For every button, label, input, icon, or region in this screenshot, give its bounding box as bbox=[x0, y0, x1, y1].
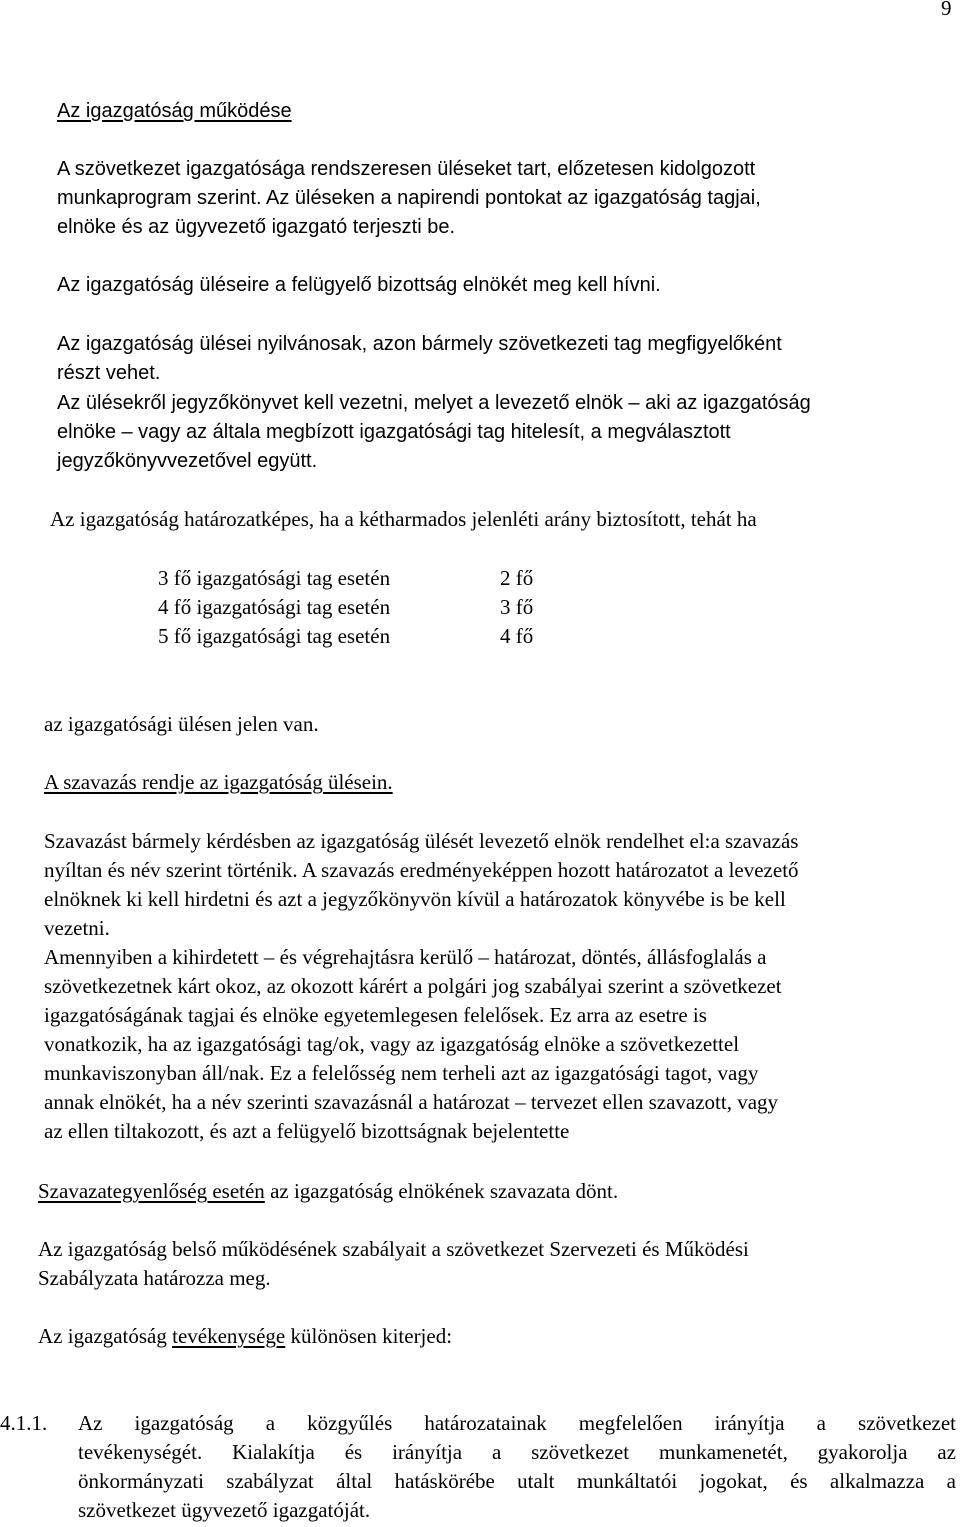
activity-underlined: tevékenysége bbox=[172, 1324, 286, 1348]
activity-post: különösen kiterjed: bbox=[285, 1324, 453, 1348]
tie-rule bbox=[38, 1177, 618, 1206]
paragraph-line: az ellen tiltakozott, és azt a felügyelő bizottságnak bejelentette bbox=[44, 1119, 570, 1143]
page-number: 9 bbox=[941, 0, 952, 20]
paragraph-line: Amennyiben a kihirdetett – és végrehajtásra kerülő – határozat, döntés, állásfoglalás a bbox=[44, 945, 767, 969]
paragraph-line: igazgatóságának tagjai és elnöke egyetemlegesen felelősek. Ez arra az esetre is bbox=[44, 1003, 707, 1027]
paragraph-line: annak elnökét, ha a név szerinti szavazásnál a határozat – tervezet ellen szavazott, vagy bbox=[44, 1090, 779, 1114]
paragraph-line: elnöknek ki kell hirdetni és azt a jegyzőkönyvön kívül a határozatok könyvébe is be kell bbox=[44, 887, 786, 911]
paragraph-line: A szövetkezet igazgatósága rendszeresen üléseket tart, előzetesen kidolgozott bbox=[57, 158, 756, 180]
paragraph-line: elnöke – vagy az általa megbízott igazgatósági tag hitelesít, a megválasztott bbox=[57, 421, 731, 443]
paragraph-line: jegyzőkönyvvezetővel együtt. bbox=[57, 450, 318, 472]
paragraph-line: elnöke és az ügyvezető igazgató terjeszti be. bbox=[57, 216, 456, 238]
paragraph-line: vonatkozik, ha az igazgatósági tag/ok, vagy az igazgatóság elnöke a szövetkezettel bbox=[44, 1032, 740, 1056]
item-line: szövetkezet ügyvezető igazgatóját. bbox=[78, 1498, 371, 1522]
quorum-present: 3 fő bbox=[500, 595, 534, 619]
item-line: önkormányzati szabályzat által hatáskörébe utalt munkáltatói jogokat, és alkalmazza a bbox=[78, 1469, 956, 1493]
item-line: Az igazgatóság a közgyűlés határozatainak megfelelően irányítja a szövetkezet bbox=[78, 1411, 956, 1435]
paragraph-line: nyíltan és név szerint történik. A szavazás eredményeképpen hozott határozatot a levezető bbox=[44, 858, 799, 882]
paragraph-line: munkaviszonyban áll/nak. Ez a felelősség nem terheli azt az igazgatósági tagot, vagy bbox=[44, 1061, 759, 1085]
quorum-present: 4 fő bbox=[500, 624, 534, 648]
paragraph-line: munkaprogram szerint. Az üléseken a napirendi pontokat az igazgatóság tagjai, bbox=[57, 187, 761, 209]
paragraph-line: részt vehet. bbox=[57, 362, 161, 384]
quorum-intro: Az igazgatóság határozatképes, ha a kétharmados jelenléti arány biztosított, tehát ha bbox=[50, 507, 757, 531]
quorum-members: 3 fő igazgatósági tag esetén bbox=[158, 566, 391, 590]
item-line: tevékenységét. Kialakítja és irányítja a szövetkezet munkamenetét, gyakorolja az bbox=[78, 1440, 956, 1464]
quorum-members: 5 fő igazgatósági tag esetén bbox=[158, 624, 391, 648]
quorum-outro: az igazgatósági ülésen jelen van. bbox=[44, 712, 319, 736]
activity-pre: Az igazgatóság bbox=[38, 1324, 173, 1348]
paragraph-line: Az igazgatóság ülései nyilvánosak, azon bármely szövetkezeti tag megfigyelőként bbox=[57, 333, 782, 355]
paragraph-line: Az igazgatóság üléseire a felügyelő bizottság elnökét meg kell hívni. bbox=[57, 274, 661, 296]
quorum-members: 4 fő igazgatósági tag esetén bbox=[158, 595, 391, 619]
activity-intro bbox=[38, 1322, 452, 1351]
paragraph-line: vezetni. bbox=[44, 916, 110, 940]
item-number: 4.1.1. bbox=[0, 1411, 48, 1435]
paragraph-line: Szavazást bármely kérdésben az igazgatóság ülését levezető elnök rendelhet el:a szavazás bbox=[44, 829, 799, 853]
section-heading-operation: Az igazgatóság működése bbox=[57, 100, 292, 122]
tie-rule-text: az igazgatóság elnökének szavazata dönt. bbox=[264, 1179, 619, 1203]
paragraph-line: Szabályzata határozza meg. bbox=[38, 1266, 271, 1290]
quorum-present: 2 fő bbox=[500, 566, 534, 590]
tie-rule-underlined: Szavazategyenlőség esetén bbox=[38, 1179, 265, 1203]
paragraph-line: Az igazgatóság belső működésének szabályait a szövetkezet Szervezeti és Működési bbox=[38, 1237, 749, 1261]
paragraph-line: Az ülésekről jegyzőkönyvet kell vezetni, melyet a levezető elnök – aki az igazgatóság bbox=[57, 392, 811, 414]
section-heading-voting: A szavazás rendje az igazgatóság ülésein. bbox=[44, 770, 393, 794]
paragraph-line: szövetkezetnek kárt okoz, az okozott kárért a polgári jog szabályai szerint a szövetkezet bbox=[44, 974, 782, 998]
